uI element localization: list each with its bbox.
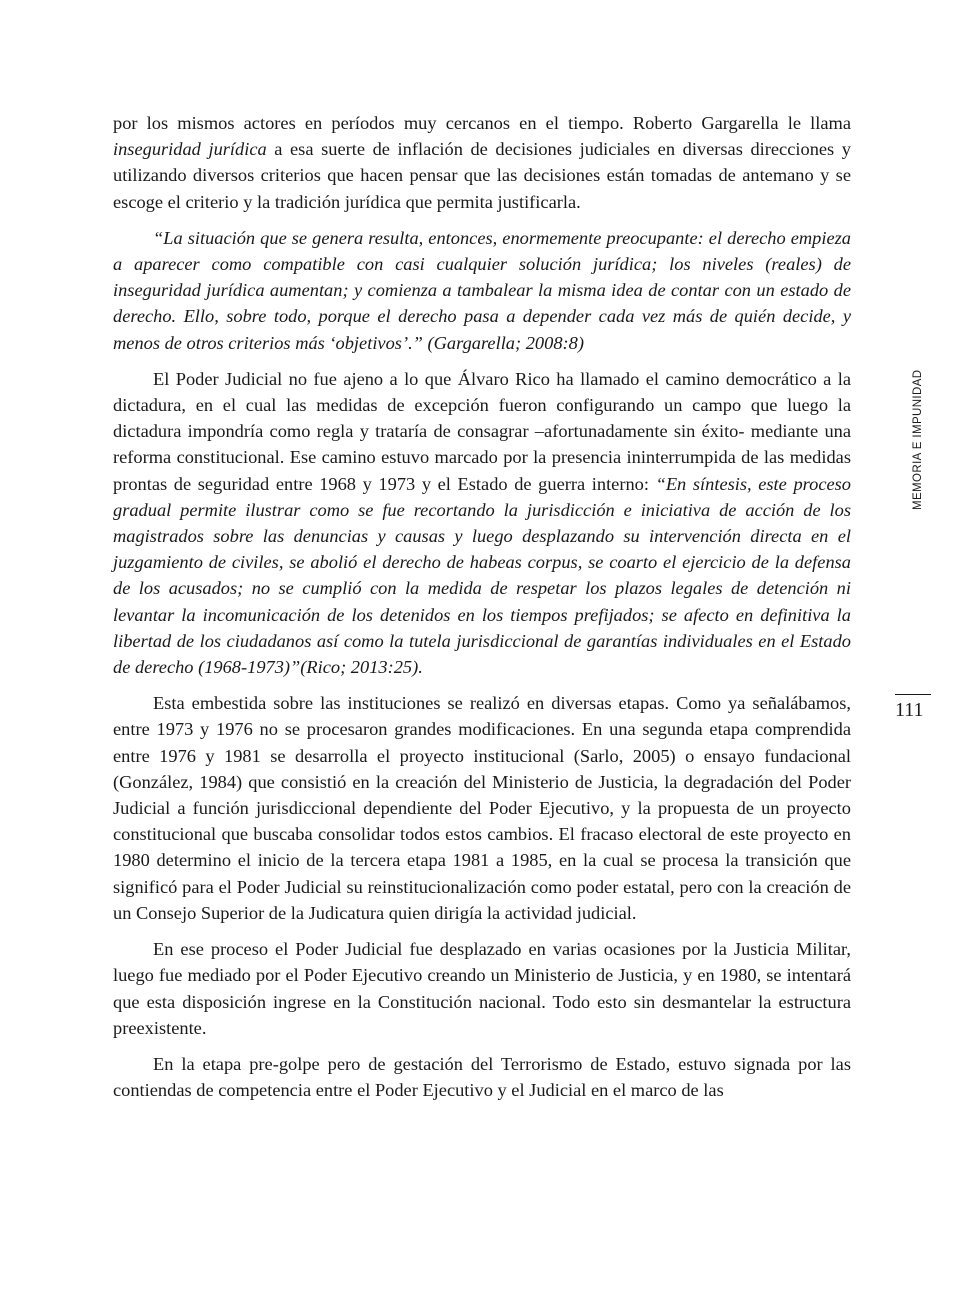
page-number-rule [895,694,931,695]
block-quote [113,225,851,356]
italic-run: “En síntesis, este proceso gradual permite ilustrar como se fue recortando la jurisdicción e iniciativa de acción de los magistrados sobre las denuncias y causas y luego desplazando su intervención directa en el juzgamiento de civiles, se abolió el derecho de habeas corpus, se coarto el ejercicio de la defensa de los acusados; no se cumplió con la medida de respetar los plazos legales de detención ni levantar la incomunicación de los detenidos en los tiempos prefijados; se afecto en definitiva la libertad de los ciudadanos así como la tutela jurisdiccional de garantías individuales en el Estado de derecho (1968-1973)”(Rico; 2013:25). [113,473,851,678]
paragraph [113,1051,851,1103]
paragraph [113,366,851,680]
paragraph [113,690,851,926]
running-header: MEMORIA E IMPUNIDAD [912,369,924,510]
text-run: Esta embestida sobre las instituciones se realizó en diversas etapas. Como ya señalábamos, entre 1973 y 1976 no se procesaron grandes modificaciones. En una segunda etapa comprendida entre 1976 y 1981 se desarrolla el proyecto institucional (Sarlo, 2005) o ensayo fundacional (González, 1984) que consistió en la creación del Ministerio de Justicia, la degradación del Poder Judicial a función jurisdiccional dependiente del Poder Ejecutivo, y la propuesta de un proyecto constitucional que buscaba consolidar todos estos cambios. El fracaso electoral de este proyecto en 1980 determino el inicio de la tercera etapa 1981 a 1985, en la cual se procesa la transición que significó para el Poder Judicial su reinstitucionalización como poder estatal, pero con la creación de un Consejo Superior de la Judicatura quien dirigía la actividad judicial. [113,693,851,923]
paragraph [113,936,851,1041]
text-run: El Poder Judicial no fue ajeno a lo que Álvaro Rico ha llamado el camino democrático a la dictadura, en el cual las medidas de excepción fueron configurando un campo que luego la dictadura impondría como regla y trataría de consagrar –afortunadamente sin éxito- mediante una reforma constitucional. Ese camino estuvo marcado por la presencia ininterrumpida de las medidas prontas de seguridad entre 1968 y 1973 y el Estado de guerra interno: [113,368,851,494]
text-run: por los mismos actores en períodos muy cercanos en el tiempo. Roberto Gargarella le llama [113,113,851,133]
text-run: a esa suerte de inflación de decisiones judiciales en diversas direcciones y utilizando diversos criterios que hacen pensar que las decisiones están tomadas de antemano y se escoge el criterio y la tradición jurídica que permita justificarla. [113,139,851,212]
page-number: 111 [895,699,924,721]
body-text [113,110,851,1113]
text-run: En la etapa pre-golpe pero de gestación del Terrorismo de Estado, estuvo signada por las contiendas de competencia entre el Poder Ejecutivo y el Judicial en el marco de las [113,1053,851,1101]
italic-run: “La situación que se genera resulta, entonces, enormemente preocupante: el derecho empieza a aparecer como compatible con casi cualquier solución jurídica; los niveles (reales) de inseguridad jurídica aumentan; y comienza a tambalear la misma idea de contar con un estado de derecho. Ello, sobre todo, porque el derecho pasa a depender cada vez más de quién decide, y menos de otros criterios más ‘objetivos’.” (Gargarella; 2008:8) [113,227,851,353]
text-run: En ese proceso el Poder Judicial fue desplazado en varias ocasiones por la Justicia Militar, luego fue mediado por el Poder Ejecutivo creando un Ministerio de Justicia, y en 1980, se intentará que esta disposición ingrese en la Constitución nacional. Todo esto sin desmantelar la estructura preexistente. [113,939,851,1038]
italic-run: inseguridad jurídica [113,139,267,160]
paragraph [113,110,851,215]
